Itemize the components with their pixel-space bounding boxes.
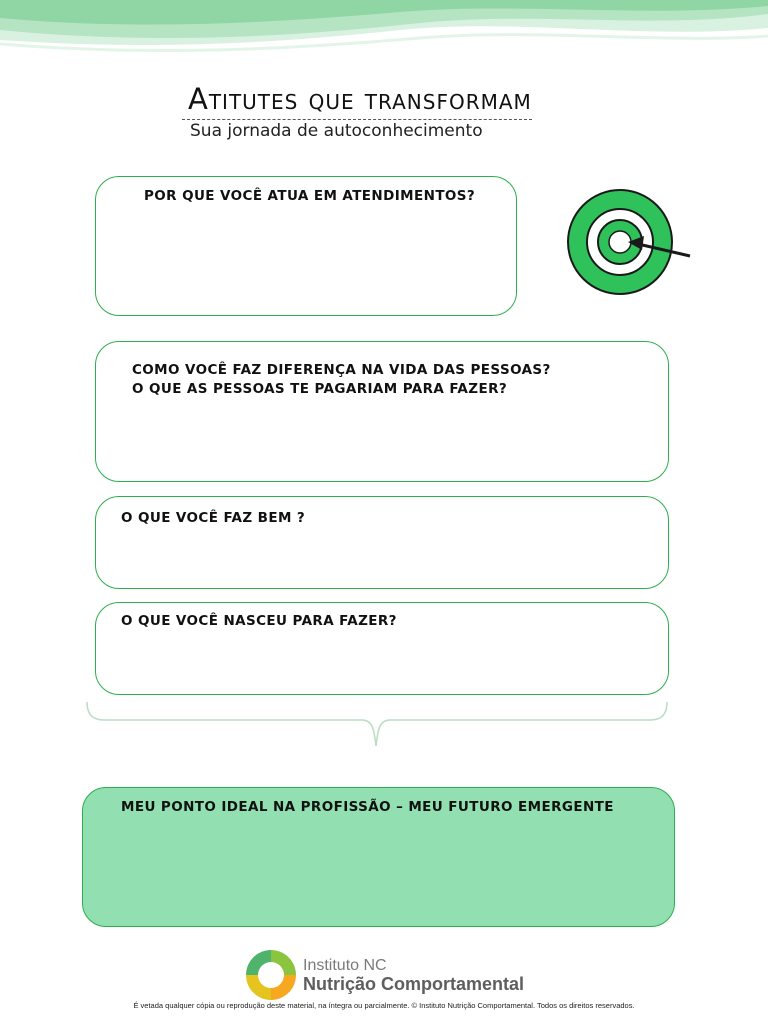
page-subtitle: Sua jornada de autoconhecimento — [190, 121, 483, 141]
instituto-nc-logo-icon — [240, 946, 302, 1004]
brand-name-line-1: Instituto NC — [303, 957, 387, 974]
header-wave-decoration — [0, 0, 768, 70]
brand-name-line-2: Nutrição Comportamental — [303, 974, 525, 994]
question-box-make-difference[interactable] — [95, 341, 669, 482]
question-box-born-to-do[interactable] — [95, 602, 669, 695]
question-label — [132, 361, 551, 399]
ideal-point-box[interactable] — [82, 787, 675, 927]
title-divider — [182, 119, 532, 120]
question-label: O QUE VOCÊ FAZ BEM ? — [121, 510, 306, 526]
question-line-1: COMO VOCÊ FAZ DIFERENÇA NA VIDA DAS PESSOAS? — [132, 362, 551, 378]
curly-brace-divider — [84, 700, 670, 750]
question-label: O QUE VOCÊ NASCEU PARA FAZER? — [121, 613, 397, 629]
copyright-notice: É vetada qualquer cópia ou reprodução deste material, na íntegra ou parcialmente. © Instituto Nutrição Comportamental. Todos os direitos reservados. — [133, 1001, 635, 1010]
question-box-do-well[interactable] — [95, 496, 669, 589]
question-label: POR QUE VOCÊ ATUA EM ATENDIMENTOS? — [144, 188, 476, 204]
page-title: Atitutes que transformam — [188, 82, 532, 116]
question-label: MEU PONTO IDEAL NA PROFISSÃO – MEU FUTURO EMERGENTE — [121, 799, 614, 815]
target-icon — [554, 186, 694, 306]
question-line-2: O QUE AS PESSOAS TE PAGARIAM PARA FAZER? — [132, 381, 508, 397]
question-box-why-attend[interactable] — [95, 176, 517, 316]
